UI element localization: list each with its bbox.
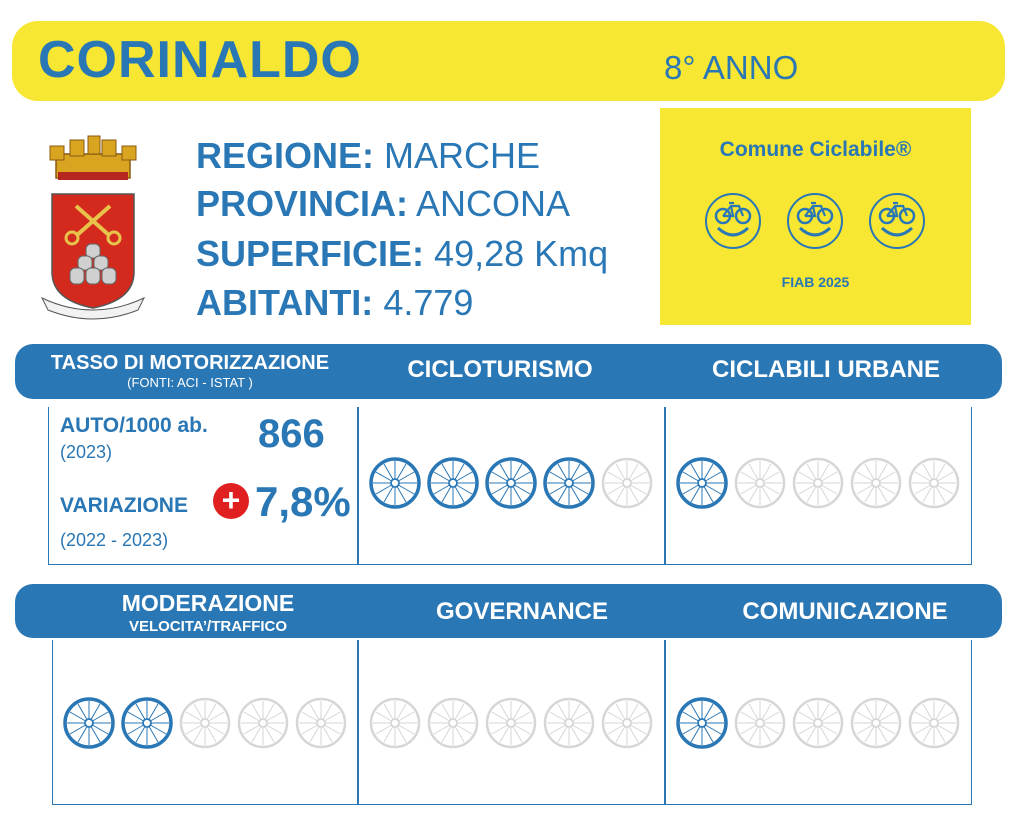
smiling-bicycle-icon [868, 192, 926, 250]
info-key: REGIONE: [196, 135, 375, 176]
auto-year: (2023) [60, 442, 113, 462]
info-value: MARCHE [384, 135, 541, 176]
badge-footer: FIAB 2025 [781, 274, 850, 290]
variazione-period: (2022 - 2023) [60, 530, 169, 550]
wheel-icon-active [368, 456, 422, 510]
wheel-icon-active [675, 696, 729, 750]
governance-title: GOVERNANCE [435, 598, 609, 625]
ciclabili-rating [675, 456, 965, 512]
wheel-icon-inactive [294, 696, 348, 750]
comunicazione-title: COMUNICAZIONE [742, 598, 948, 625]
smiling-bicycle-icon [704, 192, 762, 250]
wheel-icon-inactive [733, 456, 787, 510]
wheel-icon-inactive [484, 696, 538, 750]
coat-of-arms-icon [38, 132, 148, 322]
smiling-bicycle-icon [786, 192, 844, 250]
auto-label: AUTO/1000 ab. [60, 414, 208, 437]
info-key: ABITANTI: [196, 282, 374, 323]
motorizzazione-title: TASSO DI MOTORIZZAZIONE [50, 352, 330, 374]
ciclabili-title: CICLABILI URBANE [712, 356, 940, 383]
info-superficie [196, 232, 608, 276]
moderazione-sub: VELOCITA’/TRAFFICO [128, 618, 288, 635]
info-regione [196, 134, 540, 178]
variation-sign: + [221, 482, 241, 518]
wheel-icon-inactive [426, 696, 480, 750]
wheel-icon-inactive [791, 456, 845, 510]
comunicazione-rating [675, 696, 965, 752]
edition-year: 8° ANNO [664, 49, 799, 86]
wheel-icon-inactive [907, 456, 961, 510]
governance-rating [368, 696, 658, 752]
variazione-value: 7,8% [255, 478, 351, 525]
motorizzazione-source: (FONTI: ACI - ISTAT ) [127, 375, 253, 390]
wheel-icon-active [426, 456, 480, 510]
wheel-icon-inactive [733, 696, 787, 750]
info-key: PROVINCIA: [196, 183, 409, 224]
badge-title: Comune Ciclabile® [719, 138, 912, 161]
wheel-icon-inactive [791, 696, 845, 750]
info-value: 4.779 [383, 282, 474, 323]
moderazione-rating [62, 696, 352, 752]
info-provincia [196, 182, 570, 226]
wheel-icon-inactive [600, 696, 654, 750]
wheel-icon-active [542, 456, 596, 510]
wheel-icon-active [484, 456, 538, 510]
auto-value: 866 [258, 412, 325, 456]
wheel-icon-active [675, 456, 729, 510]
wheel-icon-inactive [542, 696, 596, 750]
variazione-label: VARIAZIONE [60, 494, 188, 517]
wheel-icon-inactive [178, 696, 232, 750]
cicloturismo-rating [368, 456, 658, 512]
wheel-icon-inactive [849, 456, 903, 510]
wheel-icon-active [120, 696, 174, 750]
info-key: SUPERFICIE: [196, 233, 425, 274]
town-title: CORINALDO [38, 31, 362, 89]
wheel-icon-inactive [236, 696, 290, 750]
info-value: 49,28 Kmq [434, 233, 609, 274]
wheel-icon-inactive [849, 696, 903, 750]
wheel-icon-inactive [600, 456, 654, 510]
info-abitanti [196, 281, 473, 325]
info-value: ANCONA [416, 183, 571, 224]
wheel-icon-inactive [368, 696, 422, 750]
comune-ciclabile-badge [660, 108, 971, 325]
wheel-icon-inactive [907, 696, 961, 750]
cicloturismo-title: CICLOTURISMO [407, 356, 593, 383]
moderazione-title: MODERAZIONE [121, 590, 295, 616]
wheel-icon-active [62, 696, 116, 750]
